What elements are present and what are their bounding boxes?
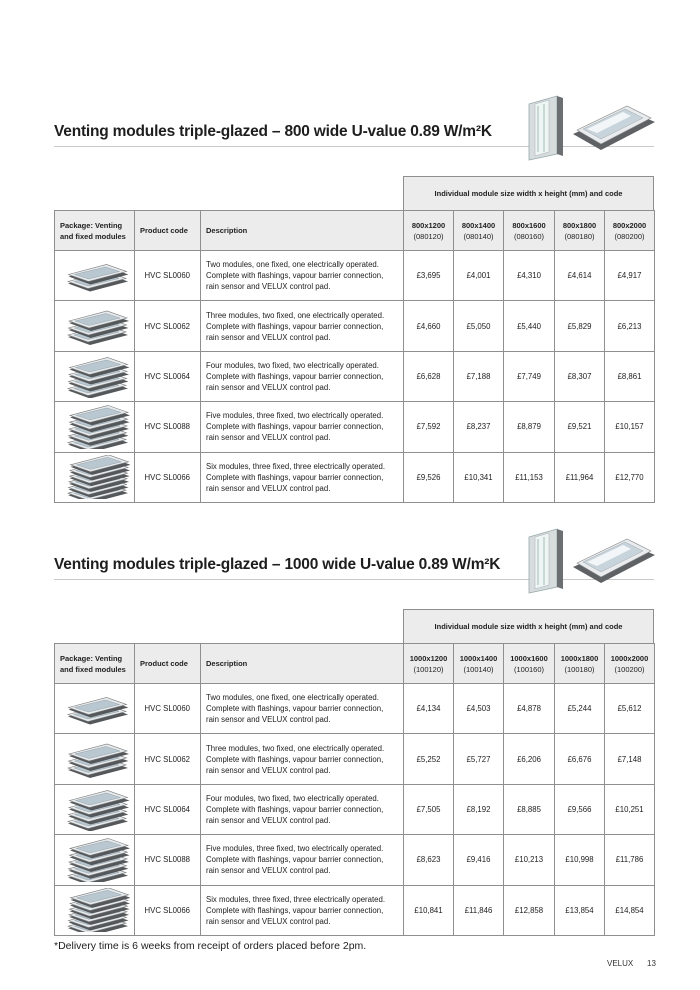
price-table xyxy=(54,643,655,936)
price: £6,213 xyxy=(605,301,655,351)
module-package-illustration xyxy=(60,354,130,398)
description: Three modules, two fixed, one electrically operated. Complete with flashings, vapour barrier connection, rain sensor and VELUX control pad. xyxy=(201,301,404,351)
header-size xyxy=(555,211,605,251)
table-row xyxy=(55,885,655,935)
price: £4,310 xyxy=(504,251,555,301)
price: £13,854 xyxy=(555,885,605,935)
price: £9,526 xyxy=(404,452,454,502)
package-image-cell xyxy=(55,734,135,784)
header-product-code: Product code xyxy=(135,644,201,684)
header-size xyxy=(454,644,504,684)
price: £10,157 xyxy=(605,402,655,452)
header-size xyxy=(404,644,454,684)
description: Two modules, one fixed, one electrically operated. Complete with flashings, vapour barrier connection, rain sensor and VELUX control pad. xyxy=(201,251,404,301)
package-image-cell xyxy=(55,684,135,734)
product-code: HVC SL0060 xyxy=(135,684,201,734)
package-image-cell xyxy=(55,835,135,885)
size-label: 800x1400 xyxy=(461,220,496,230)
module-package-illustration xyxy=(60,787,130,831)
price: £4,878 xyxy=(504,684,555,734)
package-image-cell xyxy=(55,452,135,502)
price: £5,612 xyxy=(605,684,655,734)
page-number: 13 xyxy=(647,959,656,968)
table-row xyxy=(55,452,655,502)
table-row xyxy=(55,301,655,351)
price: £14,854 xyxy=(605,885,655,935)
header-size xyxy=(555,644,605,684)
price: £12,858 xyxy=(504,885,555,935)
header-size xyxy=(605,211,655,251)
price: £9,566 xyxy=(555,784,605,834)
description: Five modules, three fixed, two electrically operated. Complete with flashings, vapour barrier connection, rain sensor and VELUX control pad. xyxy=(201,835,404,885)
size-code: (100180) xyxy=(564,664,595,674)
size-code: (100160) xyxy=(513,664,545,674)
price: £5,440 xyxy=(504,301,555,351)
header-size xyxy=(504,211,555,251)
price: £9,521 xyxy=(555,402,605,452)
module-package-illustration xyxy=(60,687,130,731)
module-package-illustration xyxy=(60,254,130,298)
price: £8,237 xyxy=(454,402,504,452)
price: £10,341 xyxy=(454,452,504,502)
description: Three modules, two fixed, one electrically operated. Complete with flashings, vapour barrier connection, rain sensor and VELUX control pad. xyxy=(201,734,404,784)
price: £10,213 xyxy=(504,835,555,885)
product-code: HVC SL0088 xyxy=(135,835,201,885)
package-image-cell xyxy=(55,402,135,452)
header-description: Description xyxy=(201,211,404,251)
module-package-illustration xyxy=(60,888,130,932)
module-package-illustration xyxy=(60,304,130,348)
size-label: 1000x1600 xyxy=(510,653,548,663)
table-row xyxy=(55,835,655,885)
window-profile-illustration xyxy=(519,527,659,597)
module-package-illustration xyxy=(60,838,130,882)
price: £6,676 xyxy=(555,734,605,784)
size-code: (100120) xyxy=(413,664,444,674)
size-group-header: Individual module size width x height (mm) and code xyxy=(403,609,654,643)
product-code: HVC SL0060 xyxy=(135,251,201,301)
price: £8,623 xyxy=(404,835,454,885)
description: Six modules, three fixed, three electrically operated. Complete with flashings, vapour barrier connection, rain sensor and VELUX control pad. xyxy=(201,885,404,935)
price: £5,829 xyxy=(555,301,605,351)
price: £4,614 xyxy=(555,251,605,301)
price: £5,727 xyxy=(454,734,504,784)
header-description: Description xyxy=(201,644,404,684)
product-code: HVC SL0066 xyxy=(135,885,201,935)
price: £11,786 xyxy=(605,835,655,885)
price: £5,244 xyxy=(555,684,605,734)
header-package: Package: Venting and fixed modules xyxy=(55,644,135,684)
size-label: 1000x1400 xyxy=(459,653,498,663)
package-image-cell xyxy=(55,301,135,351)
price: £6,628 xyxy=(404,351,454,401)
table-row xyxy=(55,251,655,301)
size-code: (080140) xyxy=(463,231,494,241)
table-row xyxy=(55,684,655,734)
module-package-illustration xyxy=(60,737,130,781)
price: £7,592 xyxy=(404,402,454,452)
price: £11,846 xyxy=(454,885,504,935)
price: £8,307 xyxy=(555,351,605,401)
header-package: Package: Venting and fixed modules xyxy=(55,211,135,251)
package-image-cell xyxy=(55,885,135,935)
module-package-illustration xyxy=(60,455,130,499)
section-title: Venting modules triple-glazed – 1000 wide U-value 0.89 W/m²K xyxy=(54,556,501,573)
price: £5,252 xyxy=(404,734,454,784)
header-size xyxy=(454,211,504,251)
price-table xyxy=(54,210,655,503)
size-code: (100200) xyxy=(614,664,645,674)
size-code: (080120) xyxy=(413,231,444,241)
description: Two modules, one fixed, one electrically operated. Complete with flashings, vapour barrier connection, rain sensor and VELUX control pad. xyxy=(201,684,404,734)
table-header-row xyxy=(55,211,655,251)
size-label: 1000x2000 xyxy=(610,653,649,663)
section-title: Venting modules triple-glazed – 800 wide U-value 0.89 W/m²K xyxy=(54,123,492,140)
size-label: 800x1200 xyxy=(411,220,446,230)
table-row xyxy=(55,784,655,834)
size-label: 1000x1800 xyxy=(560,653,599,663)
price: £4,917 xyxy=(605,251,655,301)
price: £5,050 xyxy=(454,301,504,351)
price: £10,841 xyxy=(404,885,454,935)
price: £10,998 xyxy=(555,835,605,885)
package-image-cell xyxy=(55,251,135,301)
description: Four modules, two fixed, two electrically operated. Complete with flashings, vapour barrier connection, rain sensor and VELUX control pad. xyxy=(201,784,404,834)
product-code: HVC SL0064 xyxy=(135,351,201,401)
package-image-cell xyxy=(55,351,135,401)
size-code: (080160) xyxy=(513,231,545,241)
header-size xyxy=(605,644,655,684)
product-code: HVC SL0062 xyxy=(135,734,201,784)
size-label: 800x1800 xyxy=(562,220,597,230)
price: £9,416 xyxy=(454,835,504,885)
price: £7,188 xyxy=(454,351,504,401)
price: £8,192 xyxy=(454,784,504,834)
price: £4,503 xyxy=(454,684,504,734)
table-row xyxy=(55,351,655,401)
price: £10,251 xyxy=(605,784,655,834)
header-size xyxy=(404,211,454,251)
price: £7,749 xyxy=(504,351,555,401)
table-row xyxy=(55,402,655,452)
size-code: (100140) xyxy=(463,664,494,674)
size-label: 1000x1200 xyxy=(409,653,448,663)
price: £7,148 xyxy=(605,734,655,784)
size-label: 800x2000 xyxy=(612,220,647,230)
price: £3,695 xyxy=(404,251,454,301)
price: £8,885 xyxy=(504,784,555,834)
product-code: HVC SL0064 xyxy=(135,784,201,834)
size-label: 800x1600 xyxy=(512,220,546,230)
header-size xyxy=(504,644,555,684)
delivery-footnote: *Delivery time is 6 weeks from receipt of orders placed before 2pm. xyxy=(54,940,367,952)
size-code: (080180) xyxy=(564,231,595,241)
price: £11,153 xyxy=(504,452,555,502)
price: £12,770 xyxy=(605,452,655,502)
brand-label: VELUX xyxy=(607,959,634,968)
table-row xyxy=(55,734,655,784)
price: £6,206 xyxy=(504,734,555,784)
window-profile-illustration xyxy=(519,94,659,164)
description: Four modules, two fixed, two electrically operated. Complete with flashings, vapour barrier connection, rain sensor and VELUX control pad. xyxy=(201,351,404,401)
table-header-row xyxy=(55,644,655,684)
description: Five modules, three fixed, two electrically operated. Complete with flashings, vapour barrier connection, rain sensor and VELUX control pad. xyxy=(201,402,404,452)
product-code: HVC SL0088 xyxy=(135,402,201,452)
size-code: (080200) xyxy=(614,231,645,241)
product-code: HVC SL0062 xyxy=(135,301,201,351)
price: £7,505 xyxy=(404,784,454,834)
price: £8,861 xyxy=(605,351,655,401)
description: Six modules, three fixed, three electrically operated. Complete with flashings, vapour barrier connection, rain sensor and VELUX control pad. xyxy=(201,452,404,502)
price: £8,879 xyxy=(504,402,555,452)
size-group-header: Individual module size width x height (mm) and code xyxy=(403,176,654,210)
header-product-code: Product code xyxy=(135,211,201,251)
price: £11,964 xyxy=(555,452,605,502)
product-code: HVC SL0066 xyxy=(135,452,201,502)
module-package-illustration xyxy=(60,405,130,449)
price: £4,001 xyxy=(454,251,504,301)
price: £4,660 xyxy=(404,301,454,351)
package-image-cell xyxy=(55,784,135,834)
price: £4,134 xyxy=(404,684,454,734)
